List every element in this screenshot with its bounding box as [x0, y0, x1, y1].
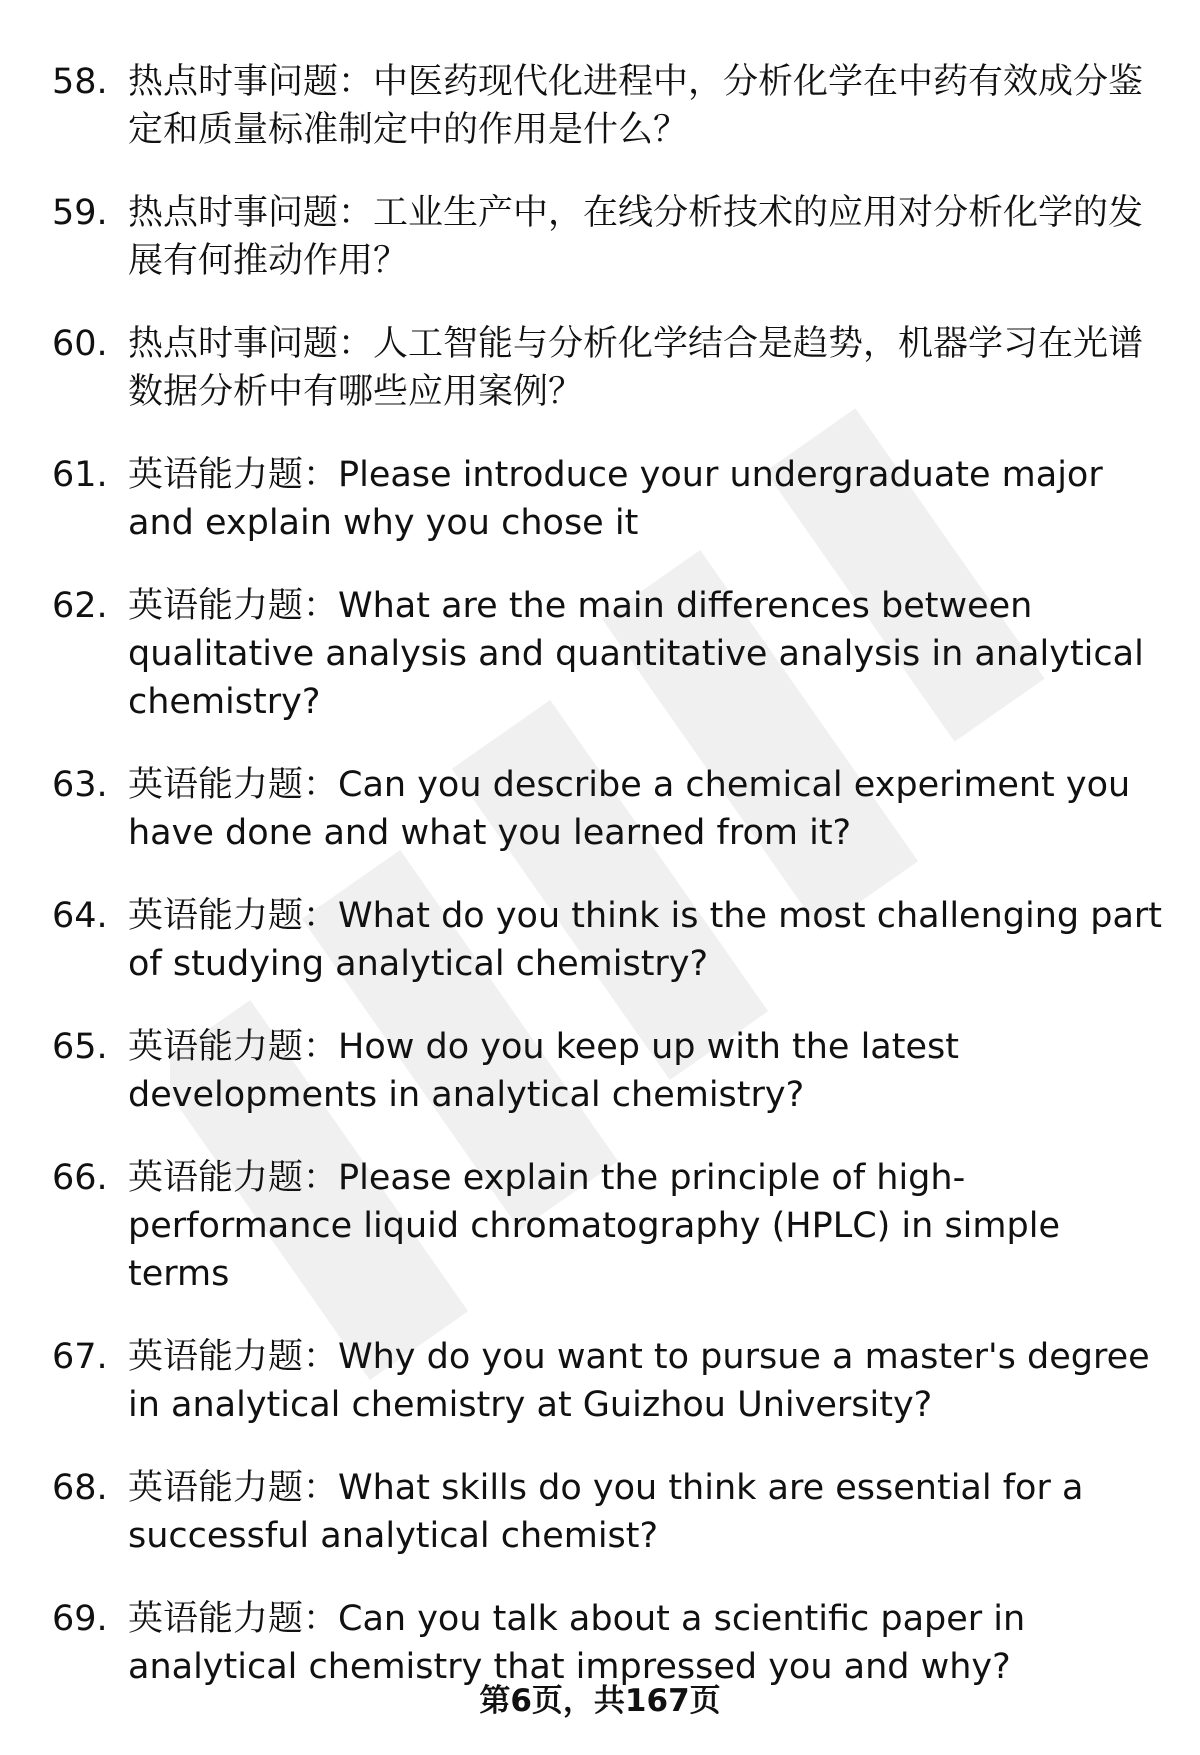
question-item-62	[52, 582, 1162, 726]
question-number: 66.	[52, 1158, 108, 1198]
question-text: 英语能力题：What do you think is the most challenging part of studying analytical chemistry?	[128, 896, 1163, 984]
question-item-60	[52, 320, 1162, 416]
question-text: 英语能力题：Can you describe a chemical experiment you have done and what you learned from it?	[128, 765, 1131, 853]
question-item-65	[52, 1023, 1162, 1119]
question-number: 58.	[52, 62, 108, 102]
question-item-66	[52, 1154, 1162, 1298]
question-number: 65.	[52, 1027, 108, 1067]
question-number: 59.	[52, 193, 108, 233]
question-number: 64.	[52, 896, 108, 936]
question-text: 英语能力题：What skills do you think are essential for a successful analytical chemist?	[128, 1468, 1084, 1556]
question-item-61	[52, 451, 1162, 547]
question-text: 英语能力题：What are the main differences between qualitative analysis and quantitative analysis in analytical chemistry?	[128, 586, 1144, 722]
question-text: 英语能力题：Why do you want to pursue a master's degree in analytical chemistry at Guizhou University?	[128, 1337, 1150, 1425]
question-number: 69.	[52, 1599, 108, 1639]
question-item-67	[52, 1333, 1162, 1429]
question-list	[52, 58, 1162, 1726]
question-number: 60.	[52, 324, 108, 364]
question-number: 63.	[52, 765, 108, 805]
question-text: 英语能力题：Please explain the principle of high-performance liquid chromatography (HPLC) in simple terms	[128, 1158, 1060, 1294]
question-item-68	[52, 1464, 1162, 1560]
question-text: 热点时事问题：工业生产中，在线分析技术的应用对分析化学的发展有何推动作用？	[128, 193, 1144, 281]
question-text: 英语能力题：Please introduce your undergraduate major and explain why you chose it	[128, 455, 1103, 543]
question-item-58	[52, 58, 1162, 154]
page-number-footer: 第6页，共167页	[479, 1683, 721, 1719]
question-number: 62.	[52, 586, 108, 626]
question-text: 热点时事问题：人工智能与分析化学结合是趋势，机器学习在光谱数据分析中有哪些应用案例？	[128, 324, 1144, 412]
question-text: 英语能力题：How do you keep up with the latest developments in analytical chemistry?	[128, 1027, 959, 1115]
question-text: 英语能力题：Can you talk about a scientific paper in analytical chemistry that impressed you and why?	[128, 1599, 1026, 1687]
question-number: 67.	[52, 1337, 108, 1377]
question-item-64	[52, 892, 1162, 988]
question-item-63	[52, 761, 1162, 857]
question-item-59	[52, 189, 1162, 285]
question-number: 61.	[52, 455, 108, 495]
question-text: 热点时事问题：中医药现代化进程中，分析化学在中药有效成分鉴定和质量标准制定中的作用是什么？	[128, 62, 1144, 150]
question-number: 68.	[52, 1468, 108, 1508]
